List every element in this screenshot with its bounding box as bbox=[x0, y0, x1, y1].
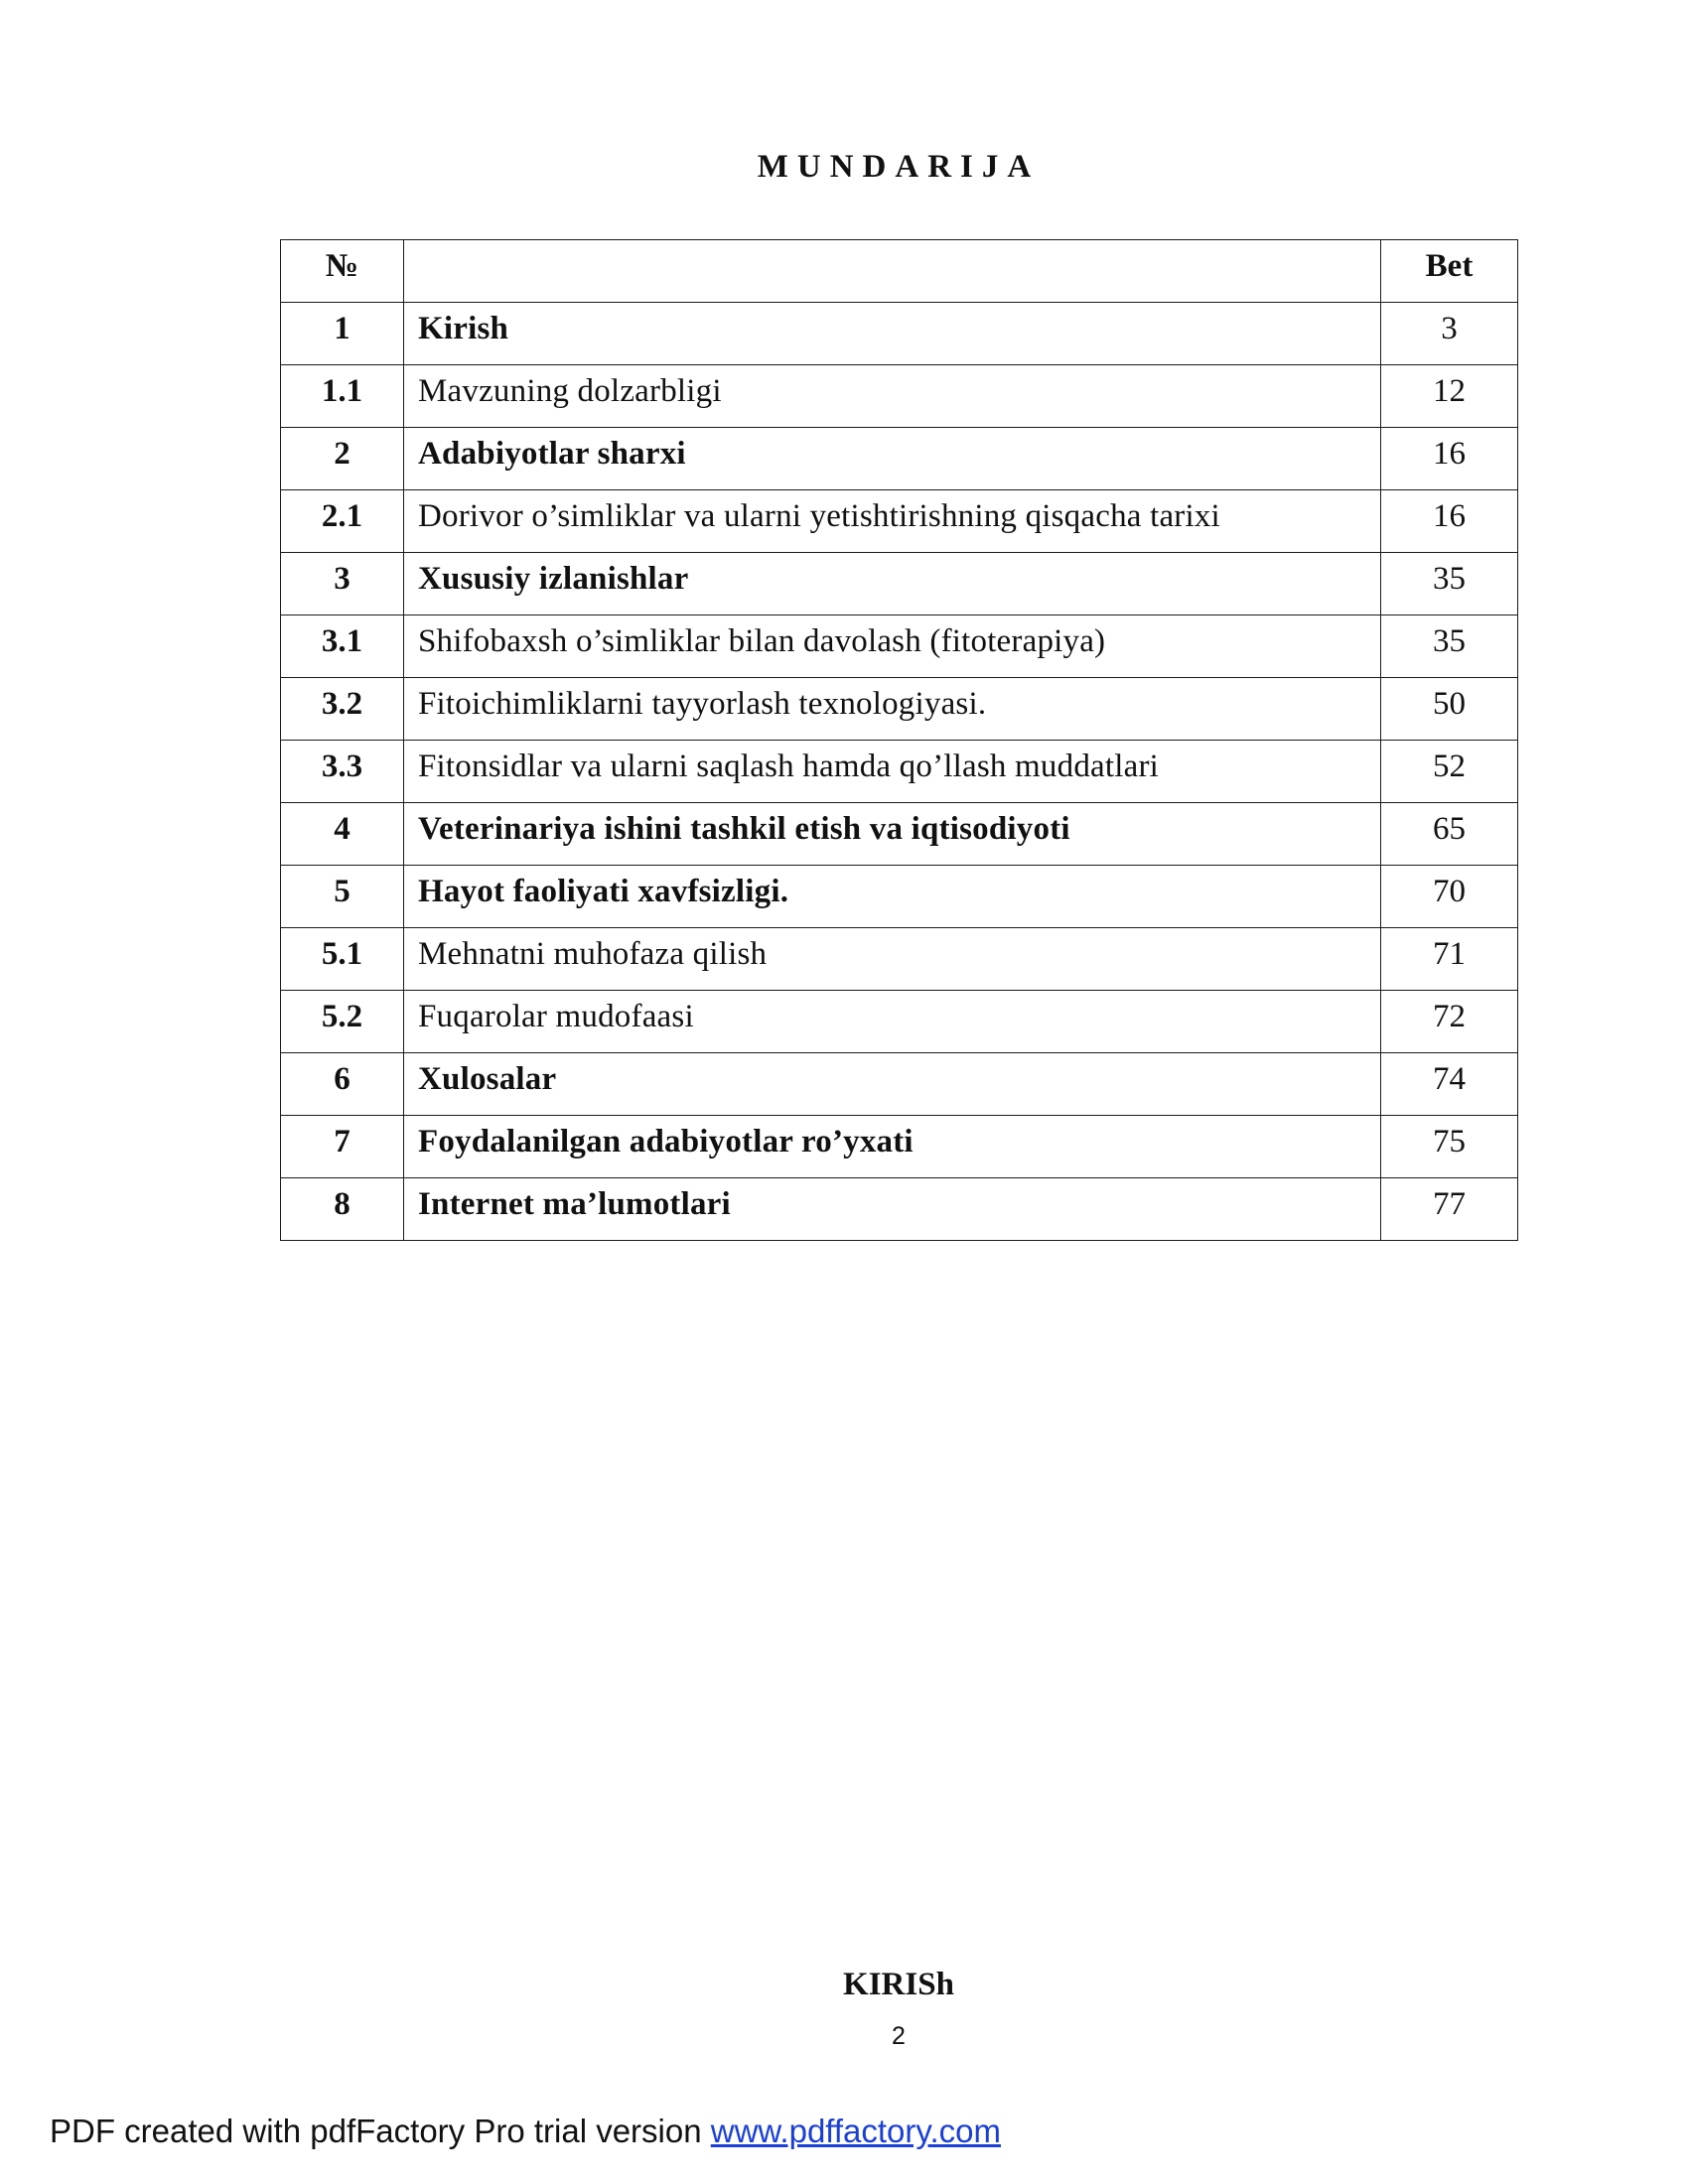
toc-row-title: Xulosalar bbox=[404, 1053, 1381, 1116]
toc-row-page: 50 bbox=[1381, 678, 1518, 741]
toc-row-title: Mavzuning dolzarbligi bbox=[404, 365, 1381, 428]
table-row bbox=[281, 490, 1518, 553]
toc-header-number: № bbox=[281, 240, 404, 303]
toc-row-page: 35 bbox=[1381, 553, 1518, 615]
toc-row-page: 71 bbox=[1381, 928, 1518, 991]
table-row bbox=[281, 803, 1518, 866]
toc-row-number: 3.1 bbox=[281, 615, 404, 678]
toc-row-number: 5.1 bbox=[281, 928, 404, 991]
table-row bbox=[281, 678, 1518, 741]
toc-header-row bbox=[281, 240, 1518, 303]
table-row bbox=[281, 928, 1518, 991]
toc-row-page: 70 bbox=[1381, 866, 1518, 928]
table-row bbox=[281, 553, 1518, 615]
toc-row-number: 8 bbox=[281, 1178, 404, 1241]
toc-row-number: 1 bbox=[281, 303, 404, 365]
page-number: 2 bbox=[892, 2022, 906, 2050]
toc-row-number: 3.2 bbox=[281, 678, 404, 741]
toc-row-title: Shifobaxsh o’simliklar bilan davolash (fitoterapiya) bbox=[404, 615, 1381, 678]
table-row bbox=[281, 1116, 1518, 1178]
toc-row-title: Veterinariya ishini tashkil etish va iqtisodiyoti bbox=[404, 803, 1381, 866]
toc-row-page: 12 bbox=[1381, 365, 1518, 428]
toc-row-number: 1.1 bbox=[281, 365, 404, 428]
pdf-footer bbox=[50, 2113, 1001, 2150]
toc-row-page: 16 bbox=[1381, 428, 1518, 490]
toc-row-page: 75 bbox=[1381, 1116, 1518, 1178]
toc-row-title: Fitoichimliklarni tayyorlash texnologiyasi. bbox=[404, 678, 1381, 741]
toc-row-title: Kirish bbox=[404, 303, 1381, 365]
toc-row-number: 2.1 bbox=[281, 490, 404, 553]
toc-row-title: Hayot faoliyati xavfsizligi. bbox=[404, 866, 1381, 928]
table-row bbox=[281, 866, 1518, 928]
table-row bbox=[281, 303, 1518, 365]
toc-row-number: 7 bbox=[281, 1116, 404, 1178]
toc-row-number: 3 bbox=[281, 553, 404, 615]
toc-row-page: 35 bbox=[1381, 615, 1518, 678]
toc-row-page: 74 bbox=[1381, 1053, 1518, 1116]
toc-header-title bbox=[404, 240, 1381, 303]
toc-row-page: 77 bbox=[1381, 1178, 1518, 1241]
toc-row-page: 65 bbox=[1381, 803, 1518, 866]
toc-row-title: Adabiyotlar sharxi bbox=[404, 428, 1381, 490]
table-of-contents bbox=[280, 239, 1518, 1241]
toc-row-page: 16 bbox=[1381, 490, 1518, 553]
toc-row-page: 52 bbox=[1381, 741, 1518, 803]
table-row bbox=[281, 428, 1518, 490]
document-title: MUNDARIJA bbox=[757, 149, 1041, 185]
toc-row-page: 3 bbox=[1381, 303, 1518, 365]
table-row bbox=[281, 615, 1518, 678]
footer-text: PDF created with pdfFactory Pro trial version bbox=[50, 2113, 711, 2149]
section-heading: KIRISh bbox=[843, 1967, 954, 2002]
toc-header-page: Bet bbox=[1381, 240, 1518, 303]
toc-row-title: Mehnatni muhofaza qilish bbox=[404, 928, 1381, 991]
toc-row-title: Internet ma’lumotlari bbox=[404, 1178, 1381, 1241]
toc-row-number: 5.2 bbox=[281, 991, 404, 1053]
toc-row-title: Xususiy izlanishlar bbox=[404, 553, 1381, 615]
toc-row-page: 72 bbox=[1381, 991, 1518, 1053]
table-row bbox=[281, 1178, 1518, 1241]
table-row bbox=[281, 365, 1518, 428]
table-row bbox=[281, 741, 1518, 803]
toc-row-number: 5 bbox=[281, 866, 404, 928]
toc-row-title: Dorivor o’simliklar va ularni yetishtirishning qisqacha tarixi bbox=[404, 490, 1381, 553]
toc-row-number: 3.3 bbox=[281, 741, 404, 803]
toc-row-number: 4 bbox=[281, 803, 404, 866]
toc-row-title: Fitonsidlar va ularni saqlash hamda qo’llash muddatlari bbox=[404, 741, 1381, 803]
toc-row-title: Fuqarolar mudofaasi bbox=[404, 991, 1381, 1053]
toc-row-number: 2 bbox=[281, 428, 404, 490]
table-row bbox=[281, 1053, 1518, 1116]
toc-row-number: 6 bbox=[281, 1053, 404, 1116]
footer-link[interactable]: www.pdffactory.com bbox=[710, 2113, 1001, 2149]
toc-row-title: Foydalanilgan adabiyotlar ro’yxati bbox=[404, 1116, 1381, 1178]
table-row bbox=[281, 991, 1518, 1053]
